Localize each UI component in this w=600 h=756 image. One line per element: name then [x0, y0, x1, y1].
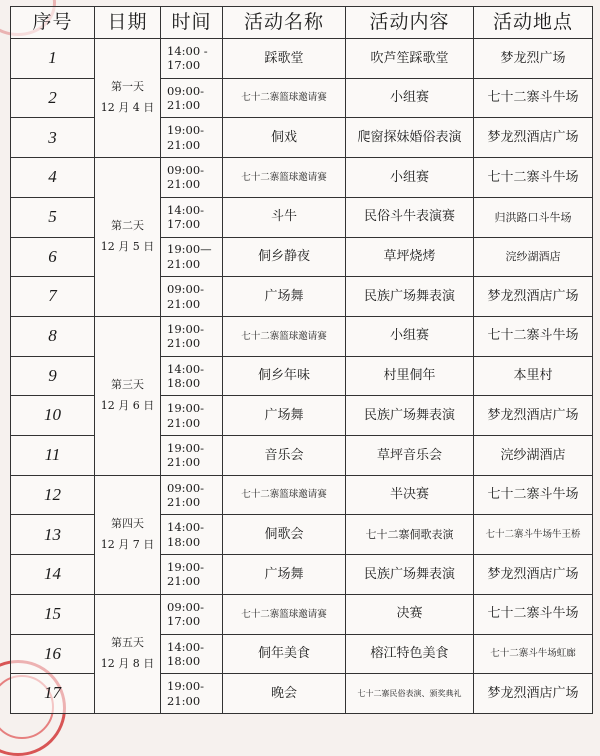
- row-time: [161, 515, 223, 555]
- time-start: 19:00-: [167, 560, 205, 575]
- row-no: 4: [11, 158, 95, 198]
- time-start: 19:00-: [167, 321, 205, 336]
- header-date: 日期: [95, 7, 161, 39]
- time-end: 17:00: [167, 614, 201, 629]
- row-activity-place: 梦龙烈酒店广场: [474, 118, 593, 158]
- row-activity-content: 村里侗年: [346, 356, 474, 396]
- time-start: 14:00-: [167, 520, 205, 535]
- row-activity-content: 民俗斗牛表演赛: [346, 197, 474, 237]
- row-activity-name: 广场舞: [223, 555, 346, 595]
- row-time: [161, 78, 223, 118]
- row-activity-content: 爬窗探妹婚俗表演: [346, 118, 474, 158]
- row-no: 12: [11, 475, 95, 515]
- table-row: [11, 475, 593, 515]
- row-activity-name: 侗歌会: [223, 515, 346, 555]
- row-time: [161, 594, 223, 634]
- time-end: 21:00: [167, 336, 201, 351]
- day-cell: [95, 158, 161, 317]
- day-cell: [95, 475, 161, 594]
- time-start: 14:00-: [167, 202, 205, 217]
- row-no: 9: [11, 356, 95, 396]
- row-time: [161, 118, 223, 158]
- day-cell: [95, 316, 161, 475]
- time-start: 19:00-: [167, 123, 205, 138]
- row-activity-place: 梦龙烈酒店广场: [474, 674, 593, 714]
- row-activity-name: 七十二寨篮球邀请赛: [223, 594, 346, 634]
- row-activity-place: 梦龙烈酒店广场: [474, 277, 593, 317]
- time-start: 19:00—: [167, 242, 212, 257]
- row-time: [161, 277, 223, 317]
- time-end: 18:00: [167, 534, 201, 549]
- time-end: 21:00: [167, 415, 201, 430]
- time-end: 21:00: [167, 574, 201, 589]
- time-start: 09:00-: [167, 163, 205, 178]
- row-activity-content: 榕江特色美食: [346, 634, 474, 674]
- row-time: [161, 555, 223, 595]
- row-activity-place: 七十二寨斗牛场虹廊: [474, 634, 593, 674]
- row-activity-name: 七十二寨篮球邀请赛: [223, 316, 346, 356]
- row-activity-name: 七十二寨篮球邀请赛: [223, 158, 346, 198]
- row-activity-name: 侗年美食: [223, 634, 346, 674]
- time-start: 09:00-: [167, 480, 205, 495]
- time-end: 18:00: [167, 653, 201, 668]
- header-activity-name: 活动名称: [223, 7, 346, 39]
- table-row: [11, 158, 593, 198]
- header-row: [11, 7, 593, 39]
- row-no: 3: [11, 118, 95, 158]
- row-time: [161, 356, 223, 396]
- row-time: [161, 237, 223, 277]
- row-activity-place: 七十二寨斗牛场: [474, 475, 593, 515]
- row-activity-name: 侗乡静夜: [223, 237, 346, 277]
- row-activity-content: 小组赛: [346, 158, 474, 198]
- row-no: 15: [11, 594, 95, 634]
- day-label: 第五天: [111, 636, 144, 650]
- day-date: 12 月 6 日: [100, 398, 155, 412]
- row-activity-place: 浣纱湖酒店: [474, 436, 593, 476]
- time-end: 21:00: [167, 296, 201, 311]
- row-no: 11: [11, 436, 95, 476]
- time-start: 19:00-: [167, 441, 205, 455]
- time-start: 14:00-: [167, 361, 205, 376]
- row-no: 6: [11, 237, 95, 277]
- time-start: 09:00-: [167, 83, 205, 98]
- row-no: 2: [11, 78, 95, 118]
- row-no: 17: [11, 674, 95, 714]
- time-end: 17:00: [167, 58, 201, 73]
- row-time: [161, 634, 223, 674]
- day-date: 12 月 5 日: [100, 240, 155, 254]
- header-no: 序号: [11, 7, 95, 39]
- time-start: 19:00-: [167, 679, 205, 694]
- row-no: 14: [11, 555, 95, 595]
- time-start: 09:00-: [167, 599, 205, 614]
- row-activity-content: 小组赛: [346, 78, 474, 118]
- row-activity-content: 草坪烧烤: [346, 237, 474, 277]
- row-activity-content: 吹芦笙踩歌堂: [346, 39, 474, 79]
- row-no: 13: [11, 515, 95, 555]
- row-time: [161, 158, 223, 198]
- row-time: [161, 39, 223, 79]
- row-activity-name: 晚会: [223, 674, 346, 714]
- day-date: 12 月 8 日: [100, 656, 155, 670]
- time-start: 14:00-: [167, 639, 205, 654]
- day-cell: [95, 594, 161, 713]
- row-activity-place: 七十二寨斗牛场: [474, 158, 593, 198]
- time-start: 09:00-: [167, 282, 205, 297]
- time-end: 18:00: [167, 375, 201, 390]
- row-activity-place: 归洪路口斗牛场: [474, 197, 593, 237]
- row-no: 10: [11, 396, 95, 436]
- row-activity-name: 广场舞: [223, 396, 346, 436]
- day-date: 12 月 4 日: [100, 101, 155, 115]
- row-time: [161, 396, 223, 436]
- time-start: 19:00-: [167, 401, 205, 416]
- schedule-table: [10, 6, 593, 714]
- row-activity-place: 梦龙烈广场: [474, 39, 593, 79]
- row-time: [161, 316, 223, 356]
- row-activity-content: 决赛: [346, 594, 474, 634]
- row-activity-content: 民族广场舞表演: [346, 277, 474, 317]
- row-no: 1: [11, 39, 95, 79]
- day-date: 12 月 7 日: [100, 537, 155, 551]
- day-label: 第一天: [111, 80, 144, 94]
- row-time: [161, 197, 223, 237]
- table-row: [11, 594, 593, 634]
- time-end: 21:00: [167, 256, 201, 271]
- row-no: 7: [11, 277, 95, 317]
- row-activity-content: 草坪音乐会: [346, 436, 474, 476]
- time-end: 21:00: [167, 137, 201, 152]
- row-activity-content: 七十二寨侗歌表演: [346, 515, 474, 555]
- row-activity-place: 七十二寨斗牛场: [474, 316, 593, 356]
- row-activity-name: 侗戏: [223, 118, 346, 158]
- row-activity-place: 本里村: [474, 356, 593, 396]
- row-no: 8: [11, 316, 95, 356]
- row-time: [161, 674, 223, 714]
- row-activity-name: 音乐会: [223, 436, 346, 476]
- row-activity-place: 七十二寨斗牛场: [474, 594, 593, 634]
- row-activity-content: 小组赛: [346, 316, 474, 356]
- row-time: [161, 475, 223, 515]
- time-end: 21:00: [167, 98, 201, 113]
- row-activity-name: 踩歌堂: [223, 39, 346, 79]
- table-row: [11, 39, 593, 79]
- row-time: [161, 436, 223, 476]
- time-end: 21:00: [167, 455, 201, 470]
- row-activity-name: 七十二寨篮球邀请赛: [223, 475, 346, 515]
- row-activity-content: 半决赛: [346, 475, 474, 515]
- row-activity-place: 七十二寨斗牛场牛王桥: [474, 515, 593, 555]
- time-end: 21:00: [167, 693, 201, 708]
- day-label: 第二天: [111, 219, 144, 233]
- header-activity-place: 活动地点: [474, 7, 593, 39]
- header-time: 时间: [161, 7, 223, 39]
- time-end: 17:00: [167, 217, 201, 232]
- day-label: 第三天: [111, 377, 144, 391]
- header-activity-content: 活动内容: [346, 7, 474, 39]
- row-activity-place: 七十二寨斗牛场: [474, 78, 593, 118]
- row-activity-name: 斗牛: [223, 197, 346, 237]
- table-row: [11, 316, 593, 356]
- day-cell: [95, 39, 161, 158]
- row-activity-content: 七十二寨民俗表演、颁奖典礼: [346, 674, 474, 714]
- day-label: 第四天: [111, 516, 144, 530]
- row-activity-name: 七十二寨篮球邀请赛: [223, 78, 346, 118]
- row-activity-place: 梦龙烈酒店广场: [474, 396, 593, 436]
- row-activity-place: 梦龙烈酒店广场: [474, 555, 593, 595]
- row-activity-name: 侗乡年味: [223, 356, 346, 396]
- row-activity-name: 广场舞: [223, 277, 346, 317]
- row-activity-content: 民族广场舞表演: [346, 396, 474, 436]
- row-activity-place: 浣纱湖酒店: [474, 237, 593, 277]
- row-no: 5: [11, 197, 95, 237]
- row-no: 16: [11, 634, 95, 674]
- row-activity-content: 民族广场舞表演: [346, 555, 474, 595]
- time-end: 21:00: [167, 177, 201, 192]
- time-end: 21:00: [167, 495, 201, 510]
- time-start: 14:00 -: [167, 43, 208, 58]
